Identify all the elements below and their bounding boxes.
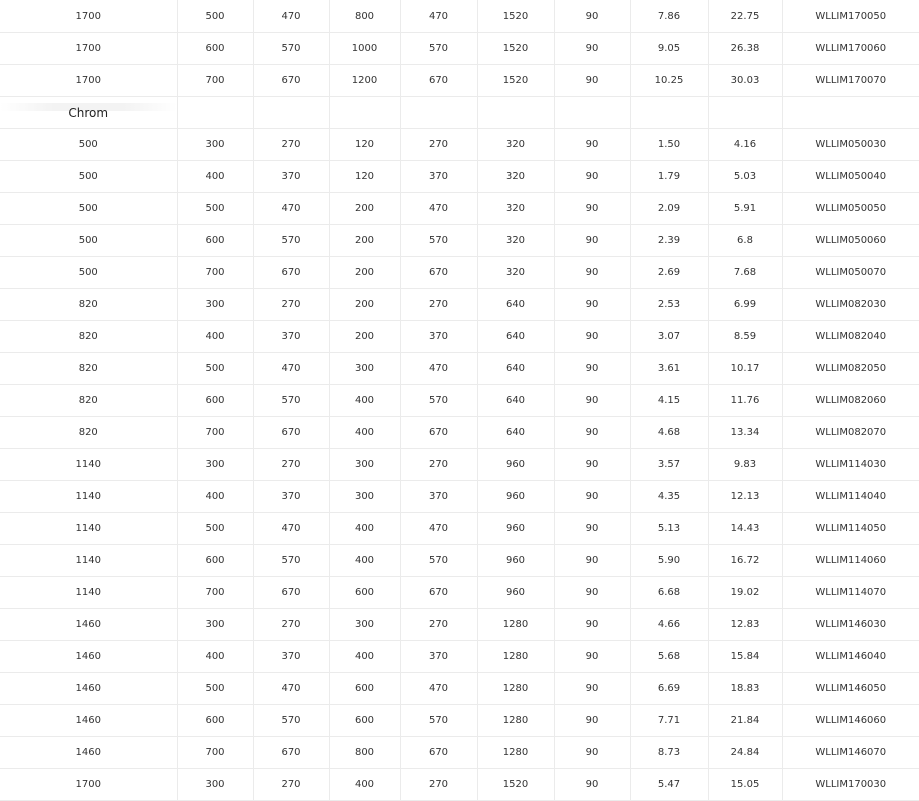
table-cell: 2.53 (630, 289, 708, 321)
table-cell: 22.75 (708, 0, 782, 33)
table-cell: 26.38 (708, 33, 782, 65)
table-cell: 4.68 (630, 417, 708, 449)
table-cell: 2.09 (630, 193, 708, 225)
table-cell: 500 (177, 513, 253, 545)
table-cell: 800 (329, 737, 400, 769)
table-cell: 960 (477, 513, 554, 545)
table-cell: WLLIM146040 (782, 641, 919, 673)
table-cell: 90 (554, 769, 630, 801)
table-cell: WLLIM114040 (782, 481, 919, 513)
table-cell: 200 (329, 257, 400, 289)
table-cell: WLLIM082030 (782, 289, 919, 321)
table-cell: 90 (554, 0, 630, 33)
table-cell: 300 (329, 449, 400, 481)
table-cell: 30.03 (708, 65, 782, 97)
section-header-group (0, 97, 919, 129)
table-cell: 300 (329, 353, 400, 385)
table-cell: 570 (400, 385, 477, 417)
table-cell: 90 (554, 353, 630, 385)
empty-cell (708, 97, 782, 129)
table-cell: 90 (554, 385, 630, 417)
table-cell: 500 (0, 193, 177, 225)
table-cell: 400 (329, 417, 400, 449)
table-cell: 500 (0, 257, 177, 289)
table-cell: 670 (253, 737, 329, 769)
table-cell: 570 (400, 545, 477, 577)
table-cell: 1200 (329, 65, 400, 97)
table-cell: WLLIM082060 (782, 385, 919, 417)
table-cell: WLLIM050030 (782, 129, 919, 161)
table-cell: 500 (177, 673, 253, 705)
table-cell: 12.13 (708, 481, 782, 513)
table-cell: 8.59 (708, 321, 782, 353)
table-cell: WLLIM082050 (782, 353, 919, 385)
table-cell: 24.84 (708, 737, 782, 769)
table-cell: 12.83 (708, 609, 782, 641)
table-cell: 700 (177, 577, 253, 609)
table-cell: 90 (554, 321, 630, 353)
table-cell: 270 (400, 769, 477, 801)
empty-cell (630, 97, 708, 129)
table-cell: WLLIM114070 (782, 577, 919, 609)
table-row (0, 577, 919, 609)
table-cell: WLLIM082070 (782, 417, 919, 449)
table-cell: 600 (329, 577, 400, 609)
empty-cell (253, 97, 329, 129)
table-cell: 320 (477, 257, 554, 289)
table-cell: 1000 (329, 33, 400, 65)
table-cell: WLLIM114030 (782, 449, 919, 481)
table-cell: 200 (329, 289, 400, 321)
table-cell: 670 (253, 417, 329, 449)
table-cell: 600 (177, 225, 253, 257)
table-cell: 820 (0, 417, 177, 449)
table-cell: 21.84 (708, 705, 782, 737)
table-cell: 10.25 (630, 65, 708, 97)
table-cell: 270 (253, 129, 329, 161)
table-cell: 5.03 (708, 161, 782, 193)
table-cell: 600 (177, 33, 253, 65)
table-cell: 1460 (0, 673, 177, 705)
table-cell: 270 (253, 609, 329, 641)
table-cell: 500 (177, 193, 253, 225)
table-cell: 90 (554, 289, 630, 321)
table-cell: 500 (177, 353, 253, 385)
table-cell: 600 (177, 545, 253, 577)
table-row (0, 129, 919, 161)
table-cell: WLLIM082040 (782, 321, 919, 353)
table-row (0, 65, 919, 97)
table-cell: 90 (554, 65, 630, 97)
empty-cell (477, 97, 554, 129)
table-cell: 400 (329, 769, 400, 801)
table-cell: 640 (477, 353, 554, 385)
table-row (0, 449, 919, 481)
table-cell: 640 (477, 417, 554, 449)
table-cell: 670 (400, 737, 477, 769)
table-cell: 4.15 (630, 385, 708, 417)
table-cell: 400 (329, 513, 400, 545)
table-cell: 300 (329, 609, 400, 641)
table-cell: 270 (253, 449, 329, 481)
table-cell: 18.83 (708, 673, 782, 705)
table-cell: 400 (177, 481, 253, 513)
empty-cell (400, 97, 477, 129)
table-row (0, 513, 919, 545)
table-cell: 1460 (0, 609, 177, 641)
table-cell: WLLIM170030 (782, 769, 919, 801)
table-row (0, 769, 919, 801)
table-cell: 640 (477, 289, 554, 321)
table-cell: 670 (253, 577, 329, 609)
table-cell: 1280 (477, 737, 554, 769)
table-cell: 270 (253, 289, 329, 321)
table-cell: 90 (554, 545, 630, 577)
table-cell: 90 (554, 225, 630, 257)
table-cell: 400 (177, 161, 253, 193)
table-row (0, 609, 919, 641)
table-cell: 7.71 (630, 705, 708, 737)
table-row (0, 641, 919, 673)
table-row (0, 481, 919, 513)
table-cell: 19.02 (708, 577, 782, 609)
table-cell: 10.17 (708, 353, 782, 385)
table-cell: WLLIM170060 (782, 33, 919, 65)
table-cell: 270 (400, 609, 477, 641)
table-cell: 960 (477, 545, 554, 577)
table-cell: 90 (554, 257, 630, 289)
table-cell: WLLIM170070 (782, 65, 919, 97)
table-cell: WLLIM170050 (782, 0, 919, 33)
table-cell: 270 (400, 289, 477, 321)
table-cell: 670 (253, 65, 329, 97)
table-cell: 4.35 (630, 481, 708, 513)
table-cell: 270 (253, 769, 329, 801)
table-cell: 90 (554, 705, 630, 737)
table-cell: 470 (253, 0, 329, 33)
table-cell: 120 (329, 129, 400, 161)
table-row (0, 193, 919, 225)
table-cell: 670 (400, 417, 477, 449)
table-cell: WLLIM146060 (782, 705, 919, 737)
section-header-row (0, 97, 919, 129)
table-cell: 960 (477, 481, 554, 513)
table-cell: 6.99 (708, 289, 782, 321)
table-cell: 470 (400, 513, 477, 545)
table-row (0, 33, 919, 65)
table-cell: 7.86 (630, 0, 708, 33)
table-cell: 13.34 (708, 417, 782, 449)
table-cell: 570 (400, 705, 477, 737)
table-cell: 470 (400, 673, 477, 705)
table-cell: 300 (177, 769, 253, 801)
table-cell: 1700 (0, 33, 177, 65)
table-cell: 1520 (477, 65, 554, 97)
table-cell: WLLIM146050 (782, 673, 919, 705)
table-cell: 400 (177, 321, 253, 353)
table-cell: 1.50 (630, 129, 708, 161)
table-cell: WLLIM050070 (782, 257, 919, 289)
table-cell: 600 (177, 385, 253, 417)
table-cell: 500 (0, 129, 177, 161)
table-cell: 1520 (477, 33, 554, 65)
table-cell: 670 (253, 257, 329, 289)
section-label: Chrom (0, 97, 177, 129)
table-cell: 370 (400, 641, 477, 673)
table-cell: WLLIM146030 (782, 609, 919, 641)
table-cell: 9.05 (630, 33, 708, 65)
table-row (0, 161, 919, 193)
table-cell: 5.47 (630, 769, 708, 801)
table-cell: 300 (177, 609, 253, 641)
table-cell: 6.69 (630, 673, 708, 705)
table-cell: 800 (329, 0, 400, 33)
table-cell: 90 (554, 481, 630, 513)
table-row (0, 353, 919, 385)
table-cell: 200 (329, 321, 400, 353)
table-body-before (0, 0, 919, 97)
table-row (0, 673, 919, 705)
table-cell: 960 (477, 577, 554, 609)
table-cell: WLLIM114050 (782, 513, 919, 545)
table-cell: 1.79 (630, 161, 708, 193)
table-cell: 640 (477, 385, 554, 417)
table-cell: 300 (329, 481, 400, 513)
table-cell: 2.69 (630, 257, 708, 289)
table-cell: 300 (177, 129, 253, 161)
table-cell: 700 (177, 257, 253, 289)
table-cell: 570 (253, 545, 329, 577)
table-cell: 470 (253, 193, 329, 225)
table-cell: 90 (554, 577, 630, 609)
table-cell: 640 (477, 321, 554, 353)
table-cell: WLLIM146070 (782, 737, 919, 769)
table-cell: 670 (400, 577, 477, 609)
table-cell: 90 (554, 673, 630, 705)
table-cell: 1280 (477, 641, 554, 673)
table-cell: 470 (253, 513, 329, 545)
table-cell: 320 (477, 129, 554, 161)
table-cell: 500 (0, 225, 177, 257)
table-cell: 370 (400, 481, 477, 513)
table-cell: 370 (253, 161, 329, 193)
table-row (0, 225, 919, 257)
table-cell: 5.90 (630, 545, 708, 577)
table-cell: 570 (253, 385, 329, 417)
table-cell: 2.39 (630, 225, 708, 257)
table-cell: 820 (0, 289, 177, 321)
table-cell: WLLIM050040 (782, 161, 919, 193)
table-cell: 370 (400, 321, 477, 353)
table-cell: 700 (177, 417, 253, 449)
table-cell: 15.84 (708, 641, 782, 673)
table-cell: 700 (177, 737, 253, 769)
table-cell: 270 (400, 449, 477, 481)
table-cell: 320 (477, 193, 554, 225)
table-cell: 200 (329, 193, 400, 225)
table-cell: 3.61 (630, 353, 708, 385)
table-cell: 600 (177, 705, 253, 737)
table-row (0, 545, 919, 577)
table-cell: WLLIM050060 (782, 225, 919, 257)
table-cell: 820 (0, 353, 177, 385)
table-cell: 3.07 (630, 321, 708, 353)
table-cell: 5.13 (630, 513, 708, 545)
table-row (0, 321, 919, 353)
table-cell: 90 (554, 641, 630, 673)
table-cell: 400 (329, 545, 400, 577)
table-cell: 400 (329, 641, 400, 673)
table-cell: 1140 (0, 449, 177, 481)
table-cell: 5.68 (630, 641, 708, 673)
table-cell: 320 (477, 225, 554, 257)
table-cell: 90 (554, 737, 630, 769)
table-cell: 4.16 (708, 129, 782, 161)
table-cell: 1460 (0, 641, 177, 673)
table-cell: 600 (329, 705, 400, 737)
table-cell: 570 (400, 33, 477, 65)
table-cell: 90 (554, 609, 630, 641)
table-row (0, 385, 919, 417)
table-cell: 370 (253, 481, 329, 513)
table-cell: 670 (400, 65, 477, 97)
table-cell: 90 (554, 513, 630, 545)
table-cell: 1700 (0, 65, 177, 97)
table-cell: 270 (400, 129, 477, 161)
table-cell: 120 (329, 161, 400, 193)
table-row (0, 705, 919, 737)
table-cell: 16.72 (708, 545, 782, 577)
table-cell: 470 (253, 673, 329, 705)
table-cell: 4.66 (630, 609, 708, 641)
table-cell: 9.83 (708, 449, 782, 481)
table-cell: 320 (477, 161, 554, 193)
table-cell: 1700 (0, 769, 177, 801)
table-cell: 1460 (0, 737, 177, 769)
empty-cell (782, 97, 919, 129)
table-cell: 1520 (477, 769, 554, 801)
table-cell: 6.68 (630, 577, 708, 609)
empty-cell (177, 97, 253, 129)
table-cell: 6.8 (708, 225, 782, 257)
table-cell: 570 (400, 225, 477, 257)
table-row (0, 737, 919, 769)
table-cell: 3.57 (630, 449, 708, 481)
table-cell: 470 (400, 0, 477, 33)
table-row (0, 257, 919, 289)
table-cell: 470 (400, 353, 477, 385)
table-cell: 1520 (477, 0, 554, 33)
table-cell: 1280 (477, 609, 554, 641)
table-cell: 90 (554, 417, 630, 449)
table-cell: 90 (554, 129, 630, 161)
empty-cell (554, 97, 630, 129)
table-cell: 1700 (0, 0, 177, 33)
table-cell: 1140 (0, 513, 177, 545)
table-cell: 470 (400, 193, 477, 225)
table-cell: 370 (253, 641, 329, 673)
table-cell: WLLIM114060 (782, 545, 919, 577)
table-cell: 300 (177, 289, 253, 321)
table-cell: 960 (477, 449, 554, 481)
table-cell: 820 (0, 385, 177, 417)
table-cell: 300 (177, 449, 253, 481)
table-cell: 600 (329, 673, 400, 705)
table-cell: 1280 (477, 673, 554, 705)
table-cell: 500 (177, 0, 253, 33)
table-cell: 1140 (0, 545, 177, 577)
table-row (0, 0, 919, 33)
table-cell: 1460 (0, 705, 177, 737)
table-body-after (0, 129, 919, 801)
table-cell: 1140 (0, 481, 177, 513)
table-cell: 11.76 (708, 385, 782, 417)
table-cell: 370 (400, 161, 477, 193)
table-cell: 700 (177, 65, 253, 97)
table-cell: 570 (253, 225, 329, 257)
table-row (0, 289, 919, 321)
empty-cell (329, 97, 400, 129)
table-cell: 670 (400, 257, 477, 289)
table-cell: 400 (329, 385, 400, 417)
table-cell: 90 (554, 33, 630, 65)
table-cell: WLLIM050050 (782, 193, 919, 225)
table-cell: 90 (554, 161, 630, 193)
table-row (0, 417, 919, 449)
table-cell: 5.91 (708, 193, 782, 225)
table-cell: 470 (253, 353, 329, 385)
table-cell: 400 (177, 641, 253, 673)
table-cell: 14.43 (708, 513, 782, 545)
table-cell: 7.68 (708, 257, 782, 289)
table-cell: 200 (329, 225, 400, 257)
table-cell: 8.73 (630, 737, 708, 769)
table-cell: 15.05 (708, 769, 782, 801)
table-cell: 90 (554, 449, 630, 481)
table-cell: 570 (253, 705, 329, 737)
table-cell: 820 (0, 321, 177, 353)
table-cell: 1280 (477, 705, 554, 737)
table-cell: 370 (253, 321, 329, 353)
table-cell: 90 (554, 193, 630, 225)
table-cell: 570 (253, 33, 329, 65)
table-cell: 500 (0, 161, 177, 193)
table-cell: 1140 (0, 577, 177, 609)
